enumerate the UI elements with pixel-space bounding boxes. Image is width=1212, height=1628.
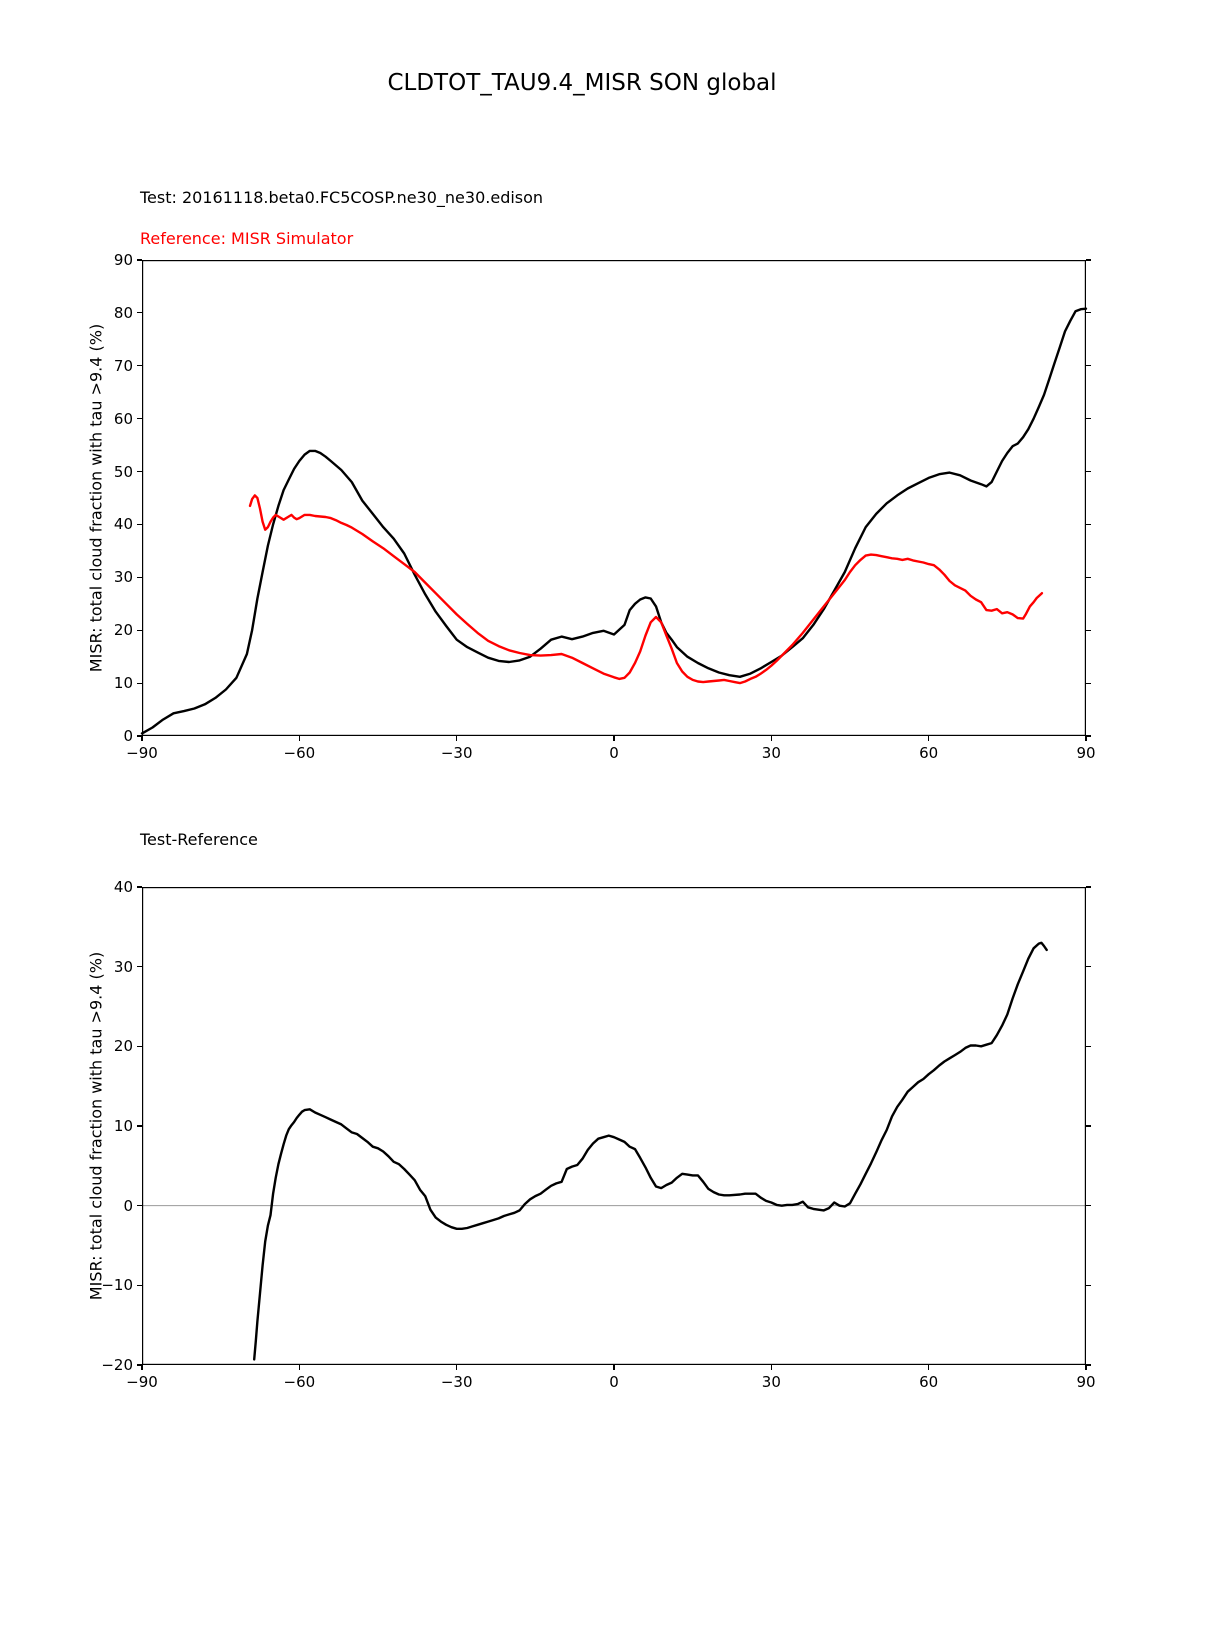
y-tick-label: 0 [123,727,133,745]
x-tick [928,1365,929,1370]
y-tick-label: 20 [113,1037,133,1056]
y-tick-label: 60 [113,409,133,428]
axes-frame [143,888,1086,1365]
y-tick-label: 40 [113,515,133,534]
top-plot-area [113,251,1096,762]
y-tick-label: 30 [113,957,133,976]
y-tick-label: 10 [113,674,133,693]
y-tick-right [1086,1046,1091,1047]
x-tick [141,1365,142,1370]
y-tick-right [1086,418,1091,419]
top-panel-canvas [142,260,1086,736]
bottom-panel-canvas [142,887,1086,1365]
y-tick-label: 30 [113,568,133,587]
y-axis-label-top: MISR: total cloud fraction with tau >9.4 (%) [86,323,106,673]
diff-plot-title: Test-Reference [140,830,258,849]
y-tick-label: −10 [101,1276,133,1295]
x-tick-label: 0 [609,1373,619,1391]
y-tick-right [1086,259,1091,260]
y-tick [137,1046,142,1047]
y-tick-label: 20 [113,621,133,640]
x-tick-label: −90 [126,1373,158,1391]
y-tick [137,259,142,260]
y-tick-label: 70 [113,356,133,375]
y-tick-right [1086,886,1091,887]
y-tick [137,630,142,631]
y-tick [137,577,142,578]
difference-curve [254,943,1046,1360]
axes-frame [143,261,1086,736]
y-tick [137,524,142,525]
x-tick [613,736,614,741]
x-tick-label: 30 [761,744,781,762]
x-tick-label: 90 [1076,744,1096,762]
x-tick [1085,1365,1086,1370]
y-tick-right [1086,524,1091,525]
y-axis-label-bottom: MISR: total cloud fraction with tau >9.4 (%) [86,951,106,1301]
y-tick-label: 50 [113,462,133,481]
x-tick [1085,736,1086,741]
x-tick-label: 60 [919,744,939,762]
y-tick-right [1086,735,1091,736]
x-tick [456,736,457,741]
x-tick [456,1365,457,1370]
bottom-plot-area [101,878,1096,1391]
legend-reference-label: Reference: MISR Simulator [140,229,354,248]
y-tick [137,886,142,887]
y-tick [137,471,142,472]
x-tick-label: 0 [609,744,619,762]
y-tick [137,1285,142,1286]
x-tick-label: −60 [283,1373,316,1391]
x-tick [928,736,929,741]
y-tick-right [1086,630,1091,631]
x-tick-label: −60 [283,744,316,762]
y-tick-right [1086,312,1091,313]
y-tick [137,683,142,684]
y-tick-right [1086,365,1091,366]
y-tick [137,312,142,313]
page-title: CLDTOT_TAU9.4_MISR SON global [387,70,777,96]
x-tick-label: 30 [761,1373,781,1391]
y-tick [137,1205,142,1206]
y-tick-right [1086,1364,1091,1365]
y-tick-label: 0 [123,1196,133,1215]
x-tick-label: 60 [919,1373,939,1391]
y-tick-right [1086,966,1091,967]
y-tick-label: 80 [113,303,133,322]
y-tick-right [1086,1125,1091,1126]
y-tick [137,365,142,366]
x-tick-label: −90 [126,744,158,762]
x-tick-label: −30 [440,1373,473,1391]
reference-curve [250,495,1042,683]
y-tick [137,1125,142,1126]
x-tick [141,736,142,741]
x-tick-label: −30 [440,744,473,762]
y-tick-label: −20 [101,1356,133,1374]
x-tick [771,1365,772,1370]
y-tick-label: 10 [113,1117,133,1135]
y-tick-label: 90 [113,251,133,269]
test-curve [142,309,1086,734]
y-tick-right [1086,1285,1091,1286]
legend-test-label: Test: 20161118.beta0.FC5COSP.ne30_ne30.edison [140,188,544,207]
x-tick [299,736,300,741]
x-tick [613,1365,614,1370]
y-tick-right [1086,471,1091,472]
y-tick-right [1086,577,1091,578]
y-tick-right [1086,683,1091,684]
y-tick [137,418,142,419]
x-tick [299,1365,300,1370]
x-tick [771,736,772,741]
y-tick-right [1086,1205,1091,1206]
x-tick-label: 90 [1076,1373,1096,1391]
y-tick-label: 40 [113,878,133,896]
y-tick [137,966,142,967]
